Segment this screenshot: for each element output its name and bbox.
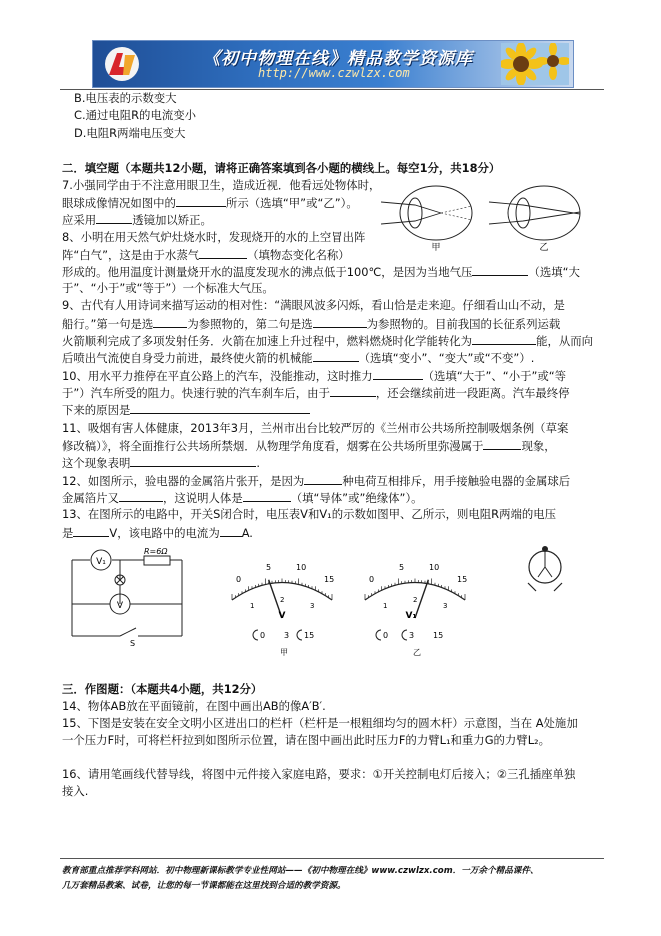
blank xyxy=(313,316,367,328)
option-d: D.电阻R两端电压变大 xyxy=(74,126,186,140)
yi-tick-5: 5 xyxy=(399,563,405,572)
voltmeter-yi xyxy=(355,560,475,660)
q12-line1: 12、如图所示，验电器的金属箔片张开，是因为 种电荷互相排斥，用手接触验电器的金属球后 xyxy=(62,474,571,488)
header-url[interactable]: http://www.czwlzx.com xyxy=(258,66,410,80)
q11-line1: 11、吸烟有害人体健康，2013年3月，兰州市出台比较严厉的《兰州市公共场所控制吸烟条例（草案 xyxy=(62,421,569,435)
blank xyxy=(304,473,342,485)
q9-line4: 后喷出气流使自身受力前进，最终使火箭的机械能 （选填“变小”、“变大”或“不变”）. xyxy=(62,351,535,365)
blank xyxy=(330,385,376,397)
voltmeter-jia xyxy=(222,560,342,660)
blank xyxy=(220,525,242,537)
site-logo-icon xyxy=(99,45,145,83)
electroscope-icon xyxy=(520,545,570,593)
footer-line2: 几万套精品教案、试卷，让您的每一节课都能在这里找到合适的教学资源。 xyxy=(62,881,346,891)
q7-line1: 7.小强同学由于不注意用眼卫生，造成近视．他看远处物体时， xyxy=(62,178,381,192)
yi-unit: V₁ xyxy=(405,611,417,621)
label-yi: 乙 xyxy=(539,243,549,253)
q7-line2: 眼球成像情况如图中的 所示（选填“甲”或“乙”）。 xyxy=(62,196,358,210)
q10-line2: 于”）汽车所受的阻力。快速行驶的汽车刹车后，由于 ，还会继续前进一段距离。汽车最终停 xyxy=(62,386,570,400)
yi-terminal-3[interactable]: 3 xyxy=(409,631,415,640)
jia-tick-0: 0 xyxy=(236,575,242,584)
eye-diagram-jia xyxy=(381,186,472,253)
blank xyxy=(130,455,256,467)
header-banner xyxy=(92,40,574,88)
blank xyxy=(96,212,132,224)
footer-rule xyxy=(60,858,604,859)
yi-small-tick-2: 2 xyxy=(413,596,418,604)
switch-label: S xyxy=(130,639,136,648)
option-b: B.电压表的示数变大 xyxy=(74,91,177,105)
blank xyxy=(176,195,226,207)
blank xyxy=(73,525,109,537)
resistor-symbol xyxy=(144,556,170,565)
jia-terminal-0[interactable]: 0 xyxy=(260,631,266,640)
blank xyxy=(130,402,310,414)
eye-diagram-yi xyxy=(489,186,580,253)
blank xyxy=(199,247,247,259)
q9-line3: 火箭顺利完成了多项发射任务．火箭在加速上升过程中，燃料燃烧时化学能转化为 能，从而向 xyxy=(62,334,594,348)
yi-tick-10: 10 xyxy=(429,563,440,572)
q9-line1: 9、古代有人用诗词来描写运动的相对性：“满眼风波多闪烁，看山恰是走来迎。仔细看山山不动，是 xyxy=(62,298,565,312)
eye-diagrams xyxy=(381,178,591,258)
section3-heading: 三．作图题：（本题共4小题，共12分） xyxy=(62,682,263,696)
jia-terminal-15[interactable]: 15 xyxy=(304,631,315,640)
terminal-icon xyxy=(297,630,302,640)
q8-line1: 8、小明在用天然气炉灶烧水时，发现烧开的水的上空冒出阵 xyxy=(62,230,366,244)
q13-line1: 13、在图所示的电路中，开关S闭合时，电压表V和V₁的示数如图甲、乙所示，则电阻R两端的电压 xyxy=(62,507,557,521)
yi-tick-0: 0 xyxy=(369,575,375,584)
circuit-diagram xyxy=(62,548,192,648)
v-label: V xyxy=(116,601,124,611)
q10-line1: 10、用水平力推停在平直公路上的汽车，没能推动，这时推力 （选填“大于”、“小于”或“等 xyxy=(62,369,567,383)
blank xyxy=(472,333,536,345)
q8-line4: 于”、“小于”或“等于”）一个标准大气压。 xyxy=(62,281,274,295)
header-title: 《初中物理在线》精品教学资源库 xyxy=(203,49,473,69)
blank xyxy=(472,264,528,276)
blank xyxy=(483,438,521,450)
q15-line2: 一个压力F时，可将栏杆拉到如图所示位置，请在图中画出此时压力F的力臂L₁和重力G的力臂L₂。 xyxy=(62,733,550,747)
yi-terminal-0[interactable]: 0 xyxy=(383,631,389,640)
yi-small-tick-1: 1 xyxy=(383,602,388,610)
section2-heading: 二．填空题（本题共12小题，请将正确答案填到各小题的横线上。每空1分，共18分） xyxy=(62,161,501,175)
jia-small-tick-1: 1 xyxy=(250,602,255,610)
jia-tick-15: 15 xyxy=(324,575,335,584)
q11-line2: 修改稿）》，将全面推行公共场所禁烟．从物理学角度看，烟雾在公共场所里弥漫属于 现象， xyxy=(62,439,556,453)
q16-line1: 16、请用笔画线代替导线，将图中元件接入家庭电路，要求：①开关控制电灯后接入；②三孔插座单独 xyxy=(62,767,576,781)
terminal-icon xyxy=(376,630,381,640)
q8-line3: 形成的。他用温度计测量烧开水的温度发现水的沸点低于100℃，是因为当地气压 （选填“大 xyxy=(62,265,580,279)
footer-line1: 教育部重点推荐学科网站．初中物理新课标教学专业性网站——《初中物理在线》www.czwlzx.com．一万余个精品课件、 xyxy=(62,866,539,876)
q11-line3: 这个现象表明 . xyxy=(62,456,260,470)
q9-line2: 船行。”第一句是选 为参照物的，第二句是选 为参照物的。目前我国的长征系列运载 xyxy=(62,317,561,331)
q7-line3: 应采用 透镜加以矫正。 xyxy=(62,213,212,227)
resistor-label: R=6Ω xyxy=(144,548,168,556)
jia-small-tick-2: 2 xyxy=(280,596,285,604)
jia-caption: 甲 xyxy=(280,648,288,657)
jia-terminal-3[interactable]: 3 xyxy=(284,631,290,640)
q13-line2: 是 V，该电路中的电流为 A. xyxy=(62,526,253,540)
option-c: C.通过电阻R的电流变小 xyxy=(74,108,197,122)
blank xyxy=(243,490,291,502)
blank xyxy=(313,350,359,362)
jia-small-tick-3: 3 xyxy=(310,602,315,610)
yi-terminal-15[interactable]: 15 xyxy=(433,631,444,640)
q16-line2: 接入. xyxy=(62,784,89,798)
blank xyxy=(373,368,423,380)
terminal-icon xyxy=(402,630,407,640)
blank xyxy=(119,490,163,502)
yi-small-tick-3: 3 xyxy=(443,602,448,610)
jia-unit: V xyxy=(278,611,286,621)
q14-line1: 14、物体AB放在平面镜前，在图中画出AB的像A′B′. xyxy=(62,699,326,713)
q8-line2: 阵“白气”，这是由于水蒸气 （填物态变化名称） xyxy=(62,248,350,262)
header-rule xyxy=(60,89,604,90)
q15-line1: 15、下图是安装在安全文明小区进出口的栏杆（栏杆是一根粗细均匀的圆木杆）示意图，当在 A处施加 xyxy=(62,716,578,730)
yi-caption: 乙 xyxy=(413,648,421,657)
blank xyxy=(153,316,187,328)
terminal-icon xyxy=(253,630,258,640)
jia-tick-5: 5 xyxy=(266,563,272,572)
switch-symbol xyxy=(120,628,136,636)
yi-tick-15: 15 xyxy=(457,575,468,584)
q12-line2: 金属箔片又 ，这说明人体是 （填“导体”或”绝缘体”）。 xyxy=(62,491,423,505)
label-jia: 甲 xyxy=(431,243,441,253)
v1-label: V₁ xyxy=(96,557,106,567)
jia-tick-10: 10 xyxy=(296,563,307,572)
q10-line3: 下来的原因是 xyxy=(62,402,310,417)
sunflower-image-icon xyxy=(501,43,569,85)
